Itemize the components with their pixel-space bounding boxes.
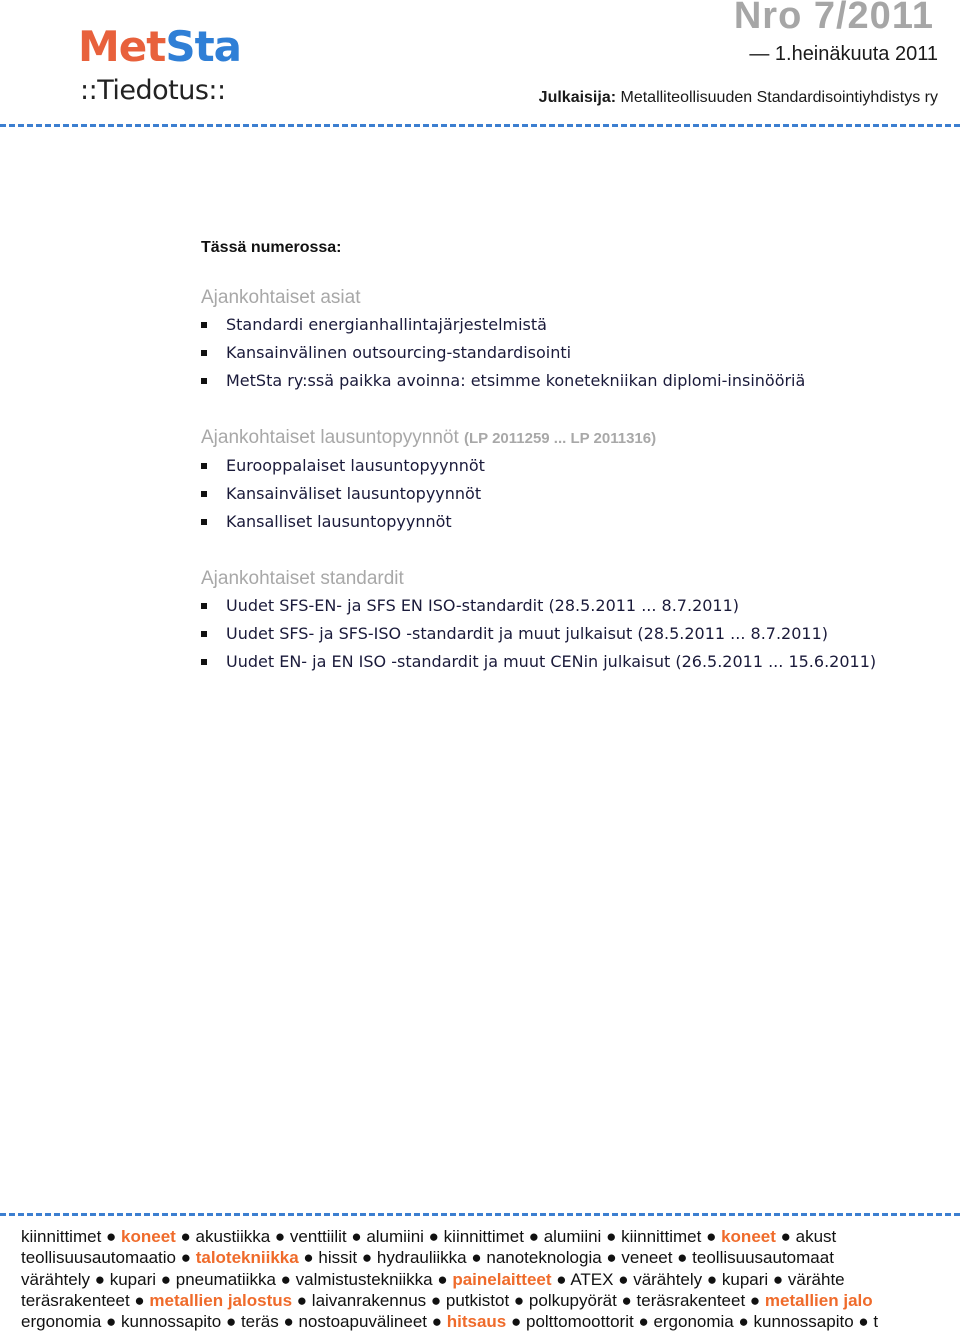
publisher-line [539, 87, 938, 109]
bullet-separator: ● [89, 1269, 110, 1289]
bullet-separator: ● [633, 1312, 654, 1332]
keyword-tag: kiinnittimet [621, 1227, 702, 1246]
toc-link[interactable]: MetSta ry:ssä paikka avoinna: etsimme konetekniikan diplomi-insinööriä [201, 367, 941, 395]
keyword-tag: teollisuusautomaatio [21, 1248, 176, 1268]
keyword-tag: kupari [721, 1269, 769, 1289]
keyword-tag: värähte [787, 1269, 845, 1289]
keyword-tag: talotekniikka [195, 1248, 299, 1268]
keyword-tag: kiinnittimet [443, 1227, 524, 1246]
keyword-tag: metallien jalo [764, 1290, 873, 1310]
bullet-separator: ● [523, 1227, 544, 1246]
bullet-separator: ● [175, 1227, 196, 1246]
keyword-tag: laivanrakennus [311, 1290, 427, 1310]
keyword-line [21, 1269, 951, 1290]
keyword-tag: värähtely [21, 1269, 90, 1289]
bullet-separator: ● [775, 1227, 796, 1246]
section-heading-current-standards[interactable]: Ajankohtaiset standardit [201, 568, 404, 589]
keyword-tag: teräsrakenteet [636, 1290, 746, 1310]
comment-requests-list [201, 452, 941, 536]
bullet-separator: ● [270, 1227, 290, 1246]
bullet-separator: ● [506, 1312, 526, 1332]
keyword-tag: valmistustekniikka [295, 1269, 433, 1289]
keyword-tag: nostoapuvälineet [298, 1312, 428, 1332]
keyword-tag: metallien jalostus [149, 1290, 293, 1310]
keyword-line [21, 1226, 951, 1247]
keyword-tag: t [873, 1312, 879, 1332]
bullet-separator: ● [278, 1312, 299, 1332]
bullet-separator: ● [853, 1312, 874, 1332]
keyword-line [21, 1290, 951, 1311]
bullet-separator: ● [601, 1248, 622, 1268]
bullet-separator: ● [601, 1227, 622, 1246]
bullet-separator: ● [129, 1290, 150, 1310]
bullet-separator: ● [357, 1248, 377, 1268]
bullet-separator: ● [701, 1227, 722, 1246]
keyword-tag: hitsaus [446, 1312, 507, 1332]
keyword-tag: polkupyörät [528, 1290, 617, 1310]
bullet-separator: ● [275, 1269, 296, 1289]
keyword-tag: akustiikka [195, 1227, 271, 1246]
keyword-tag: teollisuusautomaat [692, 1248, 834, 1268]
keyword-tag: alumiini [543, 1227, 602, 1246]
keyword-tag: kiinnittimet [21, 1227, 102, 1246]
toc-link[interactable]: Uudet SFS- ja SFS-ISO -standardit ja muut julkaisut (28.5.2011 ... 8.7.2011) [201, 620, 941, 648]
keyword-tag: koneet [721, 1227, 776, 1246]
keyword-tag: teräs [240, 1312, 279, 1332]
keyword-tag: veneet [621, 1248, 673, 1268]
bullet-separator: ● [616, 1290, 637, 1310]
toc-link[interactable]: Kansalliset lausuntopyynnöt [201, 508, 941, 536]
comment-requests-range: (LP 2011259 ... LP 2011316) [464, 430, 657, 447]
bullet-separator: ● [156, 1269, 176, 1289]
bullet-separator: ● [613, 1269, 634, 1289]
keyword-tag: hissit [318, 1248, 358, 1268]
bullet-separator: ● [733, 1312, 754, 1332]
bullet-separator: ● [101, 1227, 122, 1246]
logo-wordmark: MetSta [78, 22, 242, 71]
keyword-tag: koneet [121, 1227, 176, 1246]
keyword-tag: alumiini [366, 1227, 424, 1246]
bullet-separator: ● [423, 1227, 444, 1246]
bullet-separator: ● [426, 1290, 446, 1310]
toc-link[interactable]: Kansainväliset lausuntopyynnöt [201, 480, 941, 508]
footer-keyword-band [21, 1226, 951, 1332]
metsta-tiedotus-logo [78, 22, 253, 112]
bullet-separator: ● [346, 1227, 367, 1246]
keyword-tag: venttiilit [289, 1227, 347, 1246]
in-this-issue-heading: Tässä numerossa: [201, 239, 342, 256]
keyword-tag: ATEX [570, 1269, 614, 1289]
publisher-label: Julkaisija: [538, 89, 617, 106]
keyword-tag: painelaitteet [452, 1269, 552, 1289]
issue-date: — 1.heinäkuuta 2011 [749, 43, 938, 65]
keyword-tag: kupari [109, 1269, 157, 1289]
section-heading-comment-requests[interactable]: Ajankohtaiset lausuntopyynnöt (LP 2011259 ... LP 2011316) [201, 427, 657, 448]
toc-link[interactable]: Standardi energianhallintajärjestelmistä [201, 311, 941, 339]
keyword-tag: putkistot [445, 1290, 510, 1310]
bullet-separator: ● [466, 1248, 487, 1268]
keyword-tag: kunnossapito [753, 1312, 854, 1332]
bullet-separator: ● [702, 1269, 722, 1289]
bullet-separator: ● [745, 1290, 765, 1310]
keyword-tag: nanoteknologia [486, 1248, 602, 1268]
keyword-tag: ergonomia [21, 1312, 102, 1332]
bullet-separator: ● [432, 1269, 453, 1289]
keyword-tag: hydrauliikka [376, 1248, 467, 1268]
keyword-tag: teräsrakenteet [21, 1290, 130, 1310]
keyword-line [21, 1311, 951, 1332]
bullet-separator: ● [672, 1248, 693, 1268]
toc-link[interactable]: Eurooppalaiset lausuntopyynnöt [201, 452, 941, 480]
bullet-separator: ● [221, 1312, 241, 1332]
bullet-separator: ● [101, 1312, 122, 1332]
toc-link[interactable]: Uudet SFS-EN- ja SFS EN ISO-standardit (28.5.2011 ... 8.7.2011) [201, 592, 941, 620]
keyword-tag: kunnossapito [121, 1312, 222, 1332]
bullet-separator: ● [427, 1312, 447, 1332]
issue-number: Nro 7/2011 [733, 0, 934, 37]
header-divider [0, 124, 960, 127]
current-standards-list [201, 592, 941, 676]
footer-divider [0, 1213, 960, 1216]
keyword-line [21, 1247, 951, 1268]
bullet-separator: ● [292, 1290, 312, 1310]
table-of-contents [201, 236, 941, 676]
keyword-tag: polttomoottorit [525, 1312, 634, 1332]
keyword-tag: pneumatiikka [175, 1269, 276, 1289]
bullet-separator: ● [509, 1290, 529, 1310]
keyword-tag: akust [795, 1227, 837, 1246]
keyword-tag: värähtely [633, 1269, 703, 1289]
bullet-separator: ● [298, 1248, 319, 1268]
bullet-separator: ● [175, 1248, 196, 1268]
bullet-separator: ● [768, 1269, 788, 1289]
section-heading-current-matters[interactable]: Ajankohtaiset asiat [201, 287, 361, 308]
keyword-tag: ergonomia [653, 1312, 734, 1332]
toc-link[interactable]: Uudet EN- ja EN ISO -standardit ja muut CENin julkaisut (26.5.2011 ... 15.6.2011) [201, 648, 941, 676]
bullet-separator: ● [551, 1269, 571, 1289]
publisher-name: Metalliteollisuuden Standardisointiyhdistys ry [620, 89, 938, 106]
toc-link[interactable]: Kansainvälinen outsourcing-standardisointi [201, 339, 941, 367]
logo-subtitle: ::Tiedotus:: [80, 75, 226, 106]
current-matters-list [201, 311, 941, 395]
